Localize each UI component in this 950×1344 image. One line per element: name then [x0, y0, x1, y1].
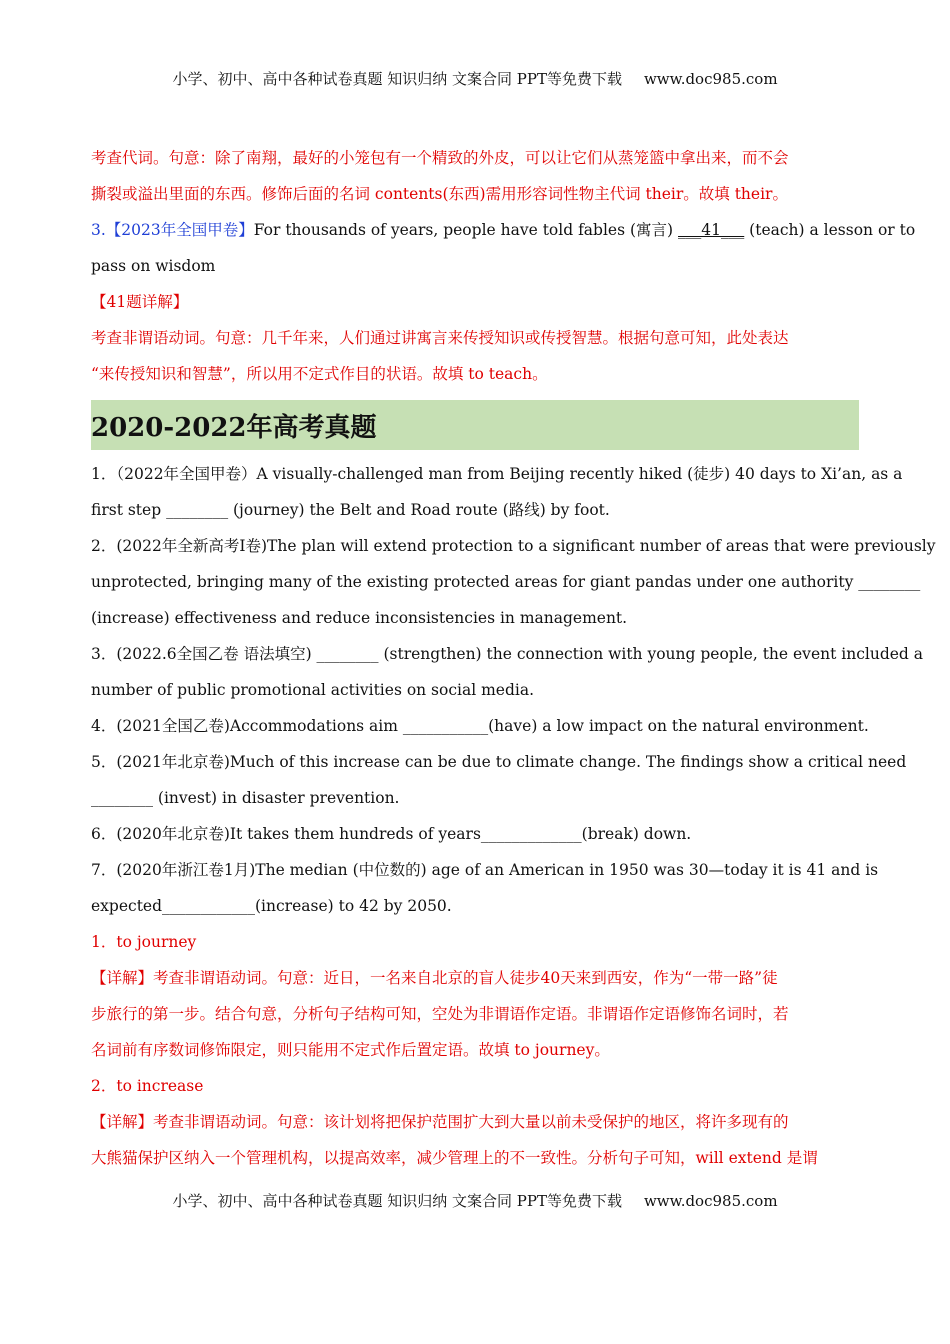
answer-1: 1．to journey: [91, 933, 197, 951]
page-footer: [0, 1190, 950, 1211]
q3-explanation-line1: 考查非谓语动词。句意：几千年来，人们通过讲寓言来传授知识或传授智慧。根据句意可知，此处表达: [91, 329, 789, 347]
prev-explanation-line1: 考查代词。句意：除了南翔，最好的小笼包有一个精致的外皮，可以让它们从蒸笼篮中拿出来，而不会: [91, 149, 789, 167]
question-1-line2: first step ________ (journey) the Belt and Road route (路线) by foot.: [91, 501, 610, 519]
q3-detail-label: 【41题详解】: [91, 293, 189, 311]
question-7-line1: 7．(2020年浙江卷1月)The median (中位数的) age of an American in 1950 was 30—today it is 41 and is: [91, 861, 879, 879]
answer-1-text1: 考查非谓语动词。句意：近日，一名来自北京的盲人徒步40天来到西安，作为“一带一路”徒: [153, 969, 778, 987]
answer-2-text1: 考查非谓语动词。句意：该计划将把保护范围扩大到大量以前未受保护的地区，将许多现有的: [153, 1113, 789, 1131]
question-2-line3: (increase) effectiveness and reduce inconsistencies in management.: [91, 609, 628, 627]
answer-1-label: 【详解】: [91, 969, 154, 987]
question-2-line1: 2．(2022年全新高考I卷)The plan will extend protection to a significant number of areas that were previously: [91, 537, 936, 555]
question-list: [91, 456, 936, 924]
q3-text-before: For thousands of years, people have told fables (寓言): [253, 221, 679, 239]
question-5-line2: ________ (invest) in disaster prevention.: [91, 789, 400, 807]
answer-1-detail-line2: 步旅行的第一步。结合句意，分析句子结构可知，空处为非谓语作定语。非谓语作定语修饰名词时，若: [91, 1005, 789, 1023]
answer-list: [91, 924, 861, 1176]
question-7-line2: expected____________(increase) to 42 by 2050.: [91, 897, 452, 915]
question-2-line2: unprotected, bringing many of the existing protected areas for giant pandas under one authority ________: [91, 573, 921, 591]
question-3-line1: 3．(2022.6全国乙卷 语法填空) ________ (strengthen) the connection with young people, the event included a: [91, 645, 923, 663]
header-text: 小学、初中、高中各种试卷真题 知识归纳 文案合同 PPT等免费下载: [172, 70, 622, 88]
q3-source: 【2023年全国甲卷】: [105, 221, 254, 239]
answer-2-detail-line2: 大熊猫保护区纳入一个管理机构，以提高效率，减少管理上的不一致性。分析句子可知，will extend 是谓: [91, 1149, 818, 1167]
answer-2-label: 【详解】: [91, 1113, 154, 1131]
q3-text-after: (teach) a lesson or to: [744, 221, 916, 239]
q3-number: 3.: [91, 221, 106, 239]
section-heading: [91, 400, 859, 450]
question-5-line1: 5．(2021年北京卷)Much of this increase can be due to climate change. The findings show a critical need: [91, 753, 907, 771]
answer-2: 2．to increase: [91, 1077, 204, 1095]
answer-1-detail-line3: 名词前有序数词修饰限定，则只能用不定式作后置定语。故填 to journey。: [91, 1041, 610, 1059]
q3-line2: pass on wisdom: [91, 257, 216, 275]
footer-text: 小学、初中、高中各种试卷真题 知识归纳 文案合同 PPT等免费下载: [172, 1192, 622, 1210]
header-site-link[interactable]: www.doc985.com: [643, 70, 778, 88]
question-3-line2: number of public promotional activities on social media.: [91, 681, 535, 699]
answer-2-detail-line1: [91, 1104, 861, 1140]
prev-explanation-line2: 撕裂或溢出里面的东西。修饰后面的名词 contents(东西)需用形容词性物主代词 their。故填 their。: [91, 185, 788, 203]
document-body: [91, 140, 936, 1176]
question-4-line1: 4．(2021全国乙卷)Accommodations aim ___________(have) a low impact on the natural environment.: [91, 717, 869, 735]
question-6-line1: 6．(2020年北京卷)It takes them hundreds of years_____________(break) down.: [91, 825, 692, 843]
section-title: 2020-2022年高考真题: [91, 412, 377, 443]
answer-1-detail-line1: [91, 960, 861, 996]
page-header: [0, 68, 950, 89]
question-3-2023: [91, 212, 916, 248]
question-1-line1: 1．（2022年全国甲卷）A visually-challenged man from Beijing recently hiked (徒步) 40 days to Xi’an, as a: [91, 465, 903, 483]
q3-blank: ___41___: [678, 221, 745, 239]
footer-site-link[interactable]: www.doc985.com: [643, 1192, 778, 1210]
q3-explanation-line2: “来传授知识和智慧”，所以用不定式作目的状语。故填 to teach。: [91, 365, 548, 383]
